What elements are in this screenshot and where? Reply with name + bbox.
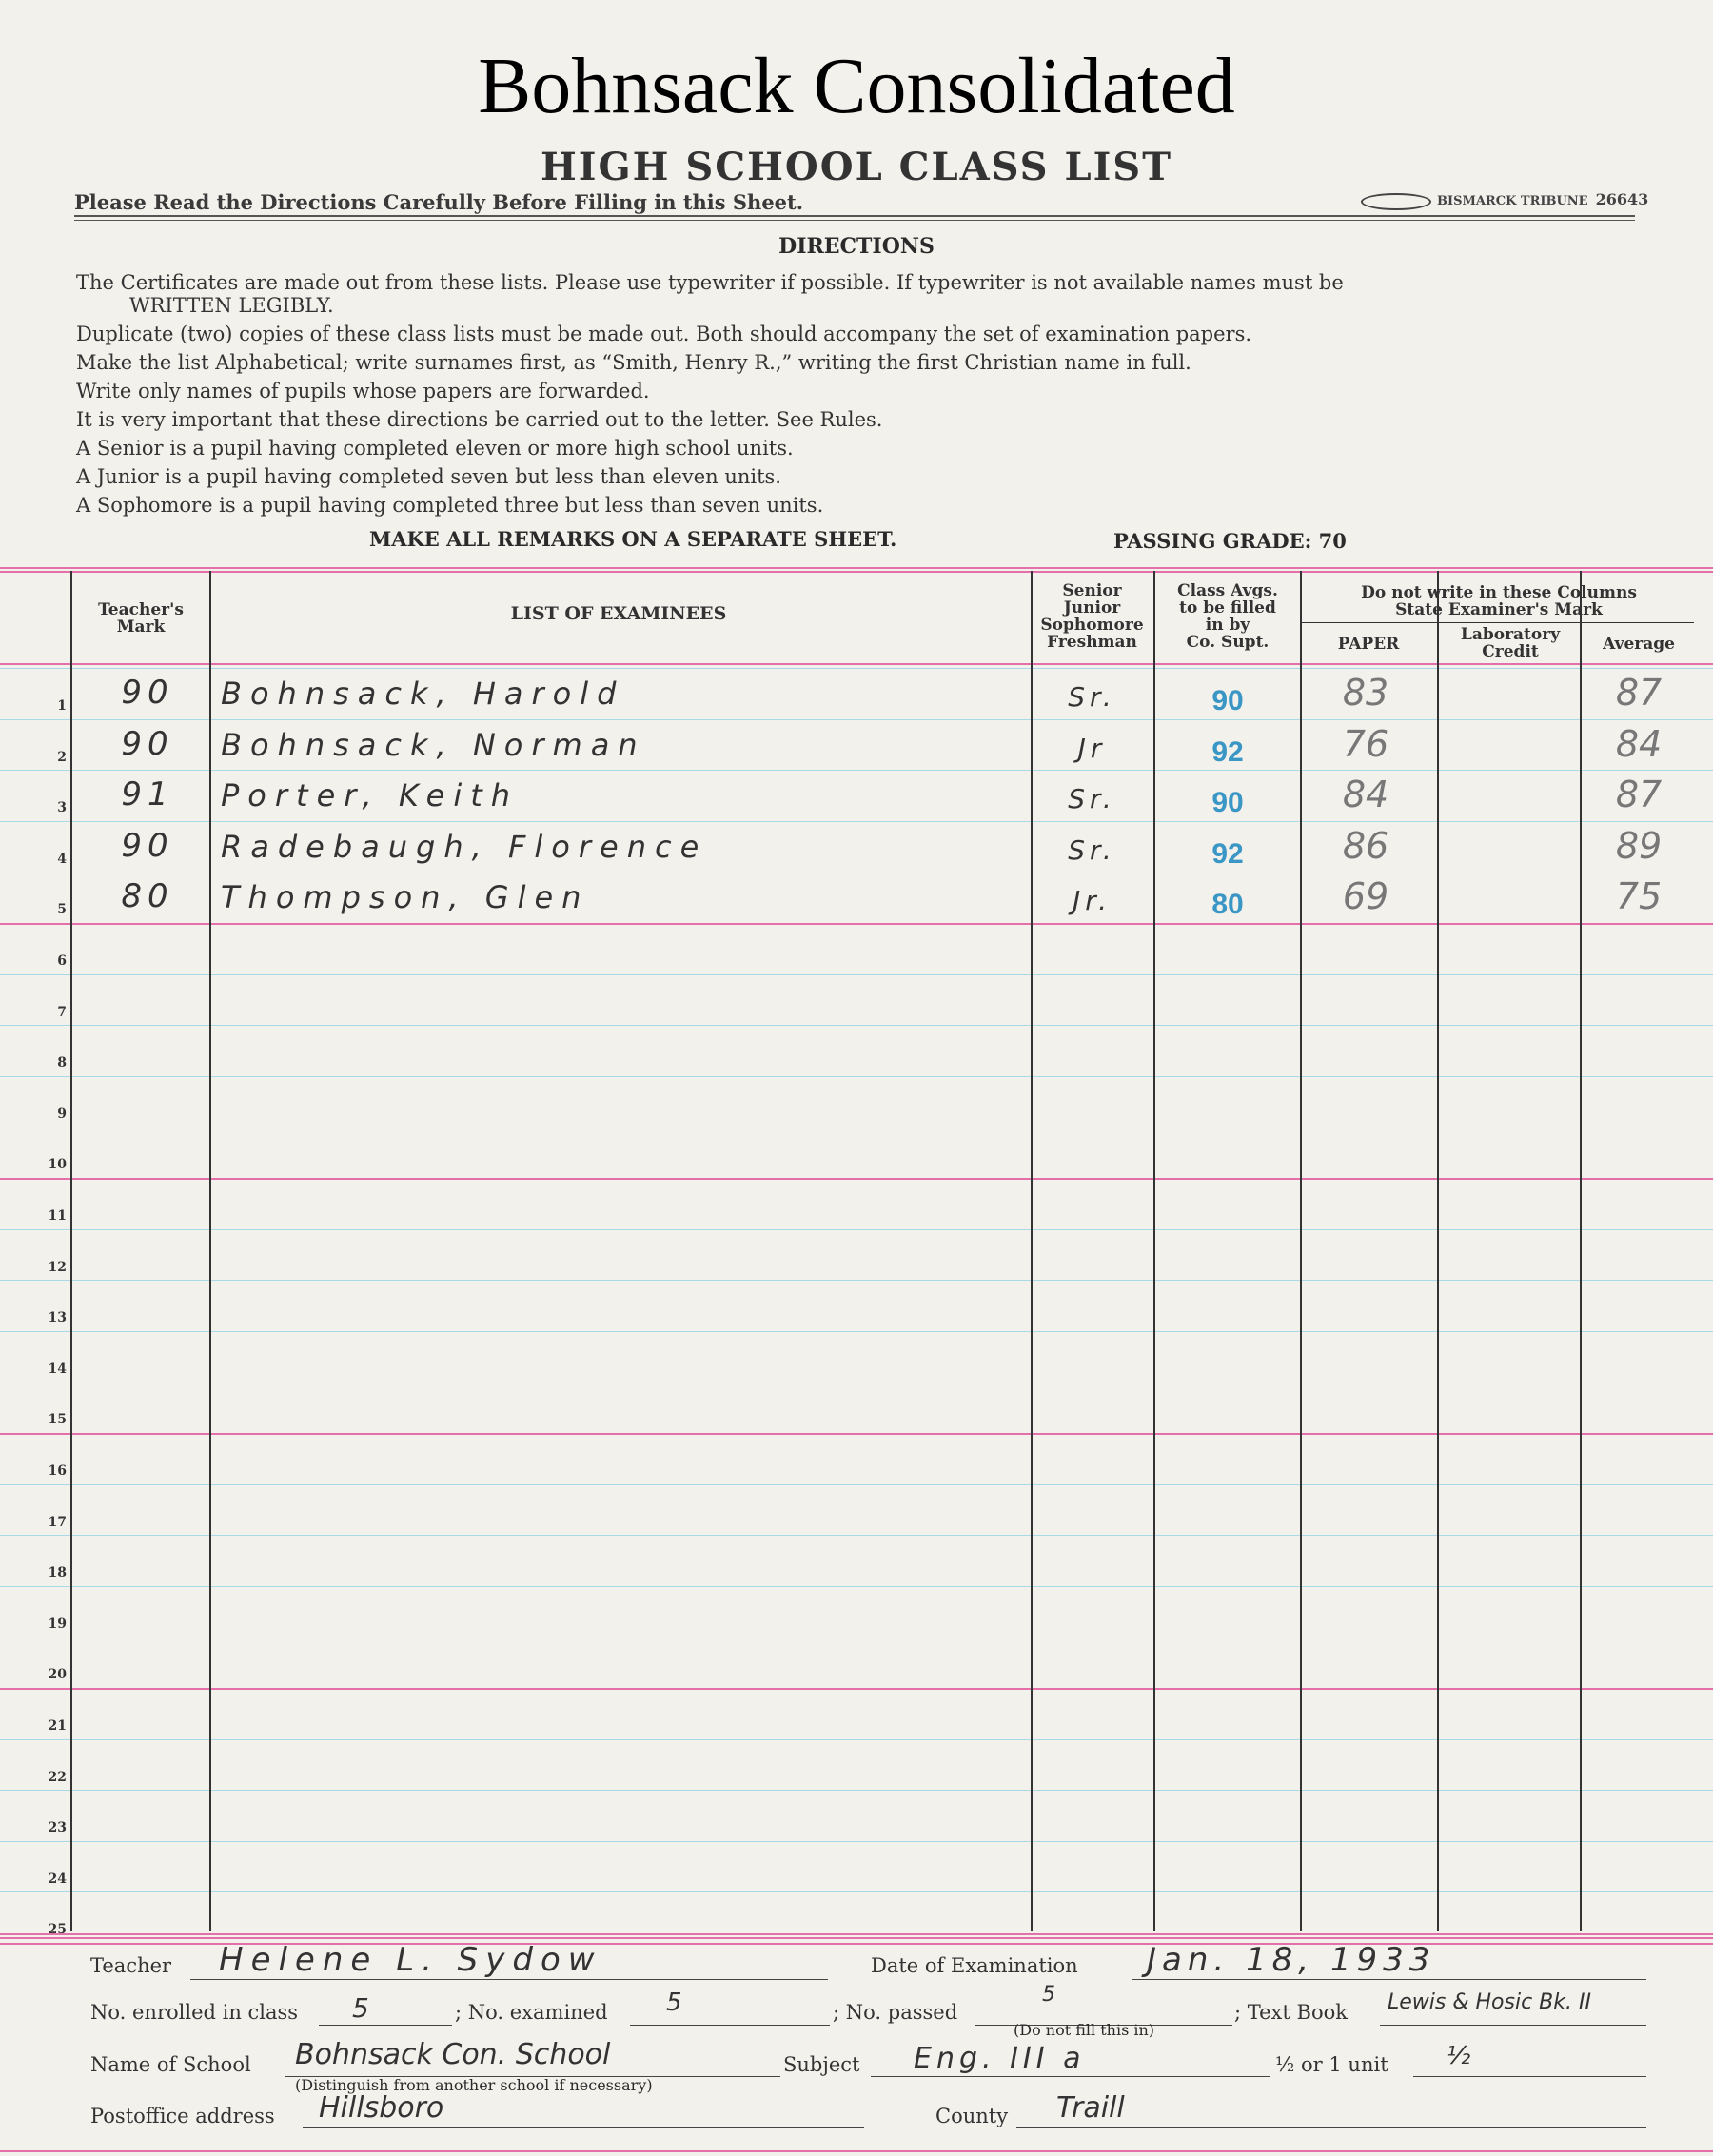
blue-rule [0, 974, 1713, 975]
header-class-avgs [1156, 582, 1299, 651]
header-rule [74, 215, 1635, 217]
column-rule [1153, 571, 1155, 1931]
teacher-mark-cell: 90 [121, 827, 174, 865]
row-number: 12 [48, 1260, 67, 1275]
examinee-name-cell: Bohnsack, Norman [221, 727, 646, 763]
pink-rule [0, 2150, 1713, 2152]
teacher-mark-cell: 80 [121, 877, 174, 915]
school-value: Bohnsack Con. School [295, 2038, 611, 2071]
column-rule [209, 571, 211, 1931]
date-label: Date of Examination [871, 1954, 1078, 1977]
subject-line [871, 2076, 1270, 2077]
row-number: 13 [48, 1310, 67, 1325]
passing-grade: PASSING GRADE: 70 [1113, 529, 1347, 553]
class-avg-cell: 80 [1211, 889, 1244, 920]
row-number: 5 [57, 902, 67, 917]
row-number: 8 [57, 1055, 67, 1070]
header-lab-line: Laboratory [1460, 625, 1561, 644]
printer-name: BISMARCK TRIBUNE [1437, 194, 1588, 208]
enrolled-value: 5 [352, 1992, 369, 2024]
examined-label: ; No. examined [455, 2001, 608, 2024]
header-lab-line: Credit [1482, 642, 1539, 661]
row-number: 14 [48, 1362, 67, 1377]
pink-rule [0, 923, 1713, 925]
teacher-mark-cell: 90 [121, 674, 174, 712]
blue-rule [0, 1586, 1713, 1587]
paper-mark-cell: 76 [1342, 723, 1389, 765]
class-level-cell: Jr. [1072, 885, 1112, 916]
header-state-line: Do not write in these Columns [1361, 583, 1637, 602]
school-name-banner: Bohnsack Consolidated [478, 42, 1235, 130]
class-avg-cell: 92 [1211, 736, 1244, 768]
column-rule [1437, 571, 1439, 1931]
header-average: Average [1603, 635, 1675, 654]
pink-rule [0, 1688, 1713, 1690]
remarks-note: MAKE ALL REMARKS ON A SEPARATE SHEET. [369, 527, 897, 551]
enrolled-line [319, 2025, 452, 2026]
average-mark-cell: 87 [1615, 774, 1663, 815]
direction-line: It is very important that these directions be carried out to the letter. See Rules. [76, 408, 883, 431]
row-number: 2 [57, 750, 67, 765]
printer-logo-icon [1361, 193, 1431, 210]
row-number: 3 [57, 800, 67, 815]
header-teacher-mark: Teacher's Mark [98, 600, 184, 637]
blue-rule [0, 770, 1713, 771]
unit-line [1413, 2076, 1646, 2077]
direction-line: WRITTEN LEGIBLY. [129, 294, 334, 317]
textbook-value: Lewis & Hosic Bk. II [1388, 1990, 1591, 2014]
textbook-label: ; Text Book [1234, 2001, 1348, 2024]
header-rule-thin [74, 220, 1635, 221]
blue-rule [0, 1790, 1713, 1791]
direction-line: A Senior is a pupil having completed eleven or more high school units. [76, 437, 794, 460]
pink-rule [0, 567, 1713, 569]
printer-mark [1361, 190, 1648, 210]
blue-rule [0, 1076, 1713, 1077]
directions-heading: DIRECTIONS [778, 234, 935, 259]
average-mark-cell: 87 [1615, 672, 1663, 714]
blue-rule [0, 821, 1713, 822]
blue-rule [0, 719, 1713, 720]
row-number: 16 [48, 1463, 67, 1479]
examined-line [630, 2025, 830, 2026]
textbook-line [1380, 2025, 1646, 2026]
pink-rule [0, 1178, 1713, 1180]
postoffice-line [303, 2127, 864, 2128]
pink-rule [0, 1433, 1713, 1435]
header-state-examiner [1304, 584, 1694, 618]
county-label: County [935, 2105, 1009, 2127]
teacher-line [190, 1979, 828, 1980]
class-level-cell: Sr. [1068, 834, 1116, 866]
teacher-mark-cell: 91 [121, 775, 174, 813]
header-paper: PAPER [1337, 635, 1400, 654]
pink-rule [0, 571, 1713, 573]
passed-value: 5 [1042, 1983, 1055, 2007]
class-level-cell: Sr. [1068, 681, 1116, 713]
header-lab-credit [1439, 626, 1582, 660]
subject-label: Subject [783, 2053, 860, 2076]
direction-line: Write only names of pupils whose papers are forwarded. [76, 380, 650, 402]
average-mark-cell: 89 [1615, 825, 1663, 867]
unit-value: ½ [1447, 2042, 1471, 2070]
form-title: HIGH SCHOOL CLASS LIST [541, 145, 1172, 189]
state-examiner-divider [1300, 622, 1694, 623]
school-note: (Distinguish from another school if necessary) [295, 2076, 653, 2094]
blue-rule [0, 1280, 1713, 1281]
class-avg-cell: 90 [1211, 787, 1244, 818]
enrolled-label: No. enrolled in class [90, 2001, 299, 2024]
header-avgs-line: in by [1205, 616, 1250, 635]
passed-note: (Do not fill this in) [1014, 2021, 1155, 2039]
row-number: 22 [48, 1770, 67, 1785]
teacher-mark-cell: 90 [121, 725, 174, 763]
directions-list [76, 268, 1646, 519]
paper-mark-cell: 86 [1342, 825, 1389, 867]
blue-rule [0, 1229, 1713, 1230]
average-mark-cell: 84 [1615, 723, 1663, 765]
class-level-cell: Sr. [1068, 783, 1116, 814]
header-avgs-line: to be filled [1179, 598, 1276, 617]
blue-rule [0, 1891, 1713, 1892]
header-level-line: Sophomore [1040, 616, 1144, 635]
header-level-line: Junior [1063, 598, 1121, 617]
class-level-cell: Jr [1077, 733, 1107, 764]
postoffice-label: Postoffice address [90, 2105, 275, 2127]
row-number: 24 [48, 1872, 67, 1887]
class-avg-cell: 92 [1211, 838, 1244, 870]
passed-label: ; No. passed [833, 2001, 958, 2024]
teacher-label: Teacher [90, 1954, 172, 1977]
paper-mark-cell: 84 [1342, 774, 1389, 815]
row-number: 9 [57, 1107, 67, 1122]
row-number: 6 [57, 953, 67, 969]
column-rule [1580, 571, 1582, 1931]
row-number: 17 [48, 1515, 67, 1530]
examined-value: 5 [666, 1989, 682, 2017]
read-directions-note: Please Read the Directions Carefully Before Filling in this Sheet. [74, 190, 804, 214]
header-level-line: Senior [1062, 581, 1122, 600]
header-examinees: LIST OF EXAMINEES [510, 603, 727, 624]
pink-rule [0, 1933, 1713, 1935]
blue-rule [0, 1739, 1713, 1740]
direction-line: A Junior is a pupil having completed seven but less than eleven units. [76, 465, 781, 488]
examinee-name-cell: Porter, Keith [221, 777, 520, 813]
pink-rule [0, 1937, 1713, 1939]
row-number: 10 [48, 1157, 67, 1172]
header-level-line: Freshman [1047, 633, 1137, 652]
subject-value: Eng. III a [914, 2042, 1086, 2075]
class-avg-cell: 90 [1211, 685, 1244, 716]
row-number: 11 [48, 1208, 67, 1224]
form-number: 26643 [1595, 190, 1649, 208]
row-number: 25 [48, 1922, 67, 1937]
unit-label: ½ or 1 unit [1275, 2053, 1388, 2076]
blue-rule [0, 668, 1713, 669]
date-line [1132, 1979, 1646, 1980]
blue-rule [0, 1331, 1713, 1332]
average-mark-cell: 75 [1615, 875, 1663, 917]
row-number: 23 [48, 1820, 67, 1835]
school-label: Name of School [90, 2053, 251, 2076]
paper-mark-cell: 83 [1342, 672, 1389, 714]
row-number: 20 [48, 1667, 67, 1682]
row-number: 4 [57, 852, 67, 867]
blue-rule [0, 1484, 1713, 1485]
header-class-level [1033, 582, 1152, 651]
column-rule [1300, 571, 1302, 1931]
header-state-line: State Examiner's Mark [1395, 600, 1603, 619]
row-number: 1 [57, 698, 67, 714]
row-number: 18 [48, 1565, 67, 1580]
blue-rule [0, 1025, 1713, 1026]
row-number: 21 [48, 1718, 67, 1734]
county-line [1016, 2127, 1646, 2128]
column-rule [1031, 571, 1033, 1931]
teacher-value: Helene L. Sydow [219, 1941, 602, 1979]
header-avgs-line: Class Avgs. [1177, 581, 1278, 600]
row-number: 7 [57, 1005, 67, 1020]
direction-line: A Sophomore is a pupil having completed three but less than seven units. [76, 494, 824, 517]
blue-rule [0, 1841, 1713, 1842]
county-value: Traill [1056, 2091, 1125, 2125]
postoffice-value: Hillsboro [319, 2091, 444, 2125]
examinee-name-cell: Thompson, Glen [221, 879, 590, 915]
date-value: Jan. 18, 1933 [1147, 1941, 1436, 1979]
row-number: 15 [48, 1412, 67, 1427]
paper-mark-cell: 69 [1342, 875, 1389, 917]
examinee-name-cell: Bohnsack, Harold [221, 676, 625, 712]
row-number: 19 [48, 1617, 67, 1632]
blue-rule [0, 1535, 1713, 1536]
column-rule [70, 571, 72, 1931]
pink-rule [0, 663, 1713, 665]
direction-line: The Certificates are made out from these lists. Please use typewriter if possible. If typewriter is not available names must be [76, 271, 1344, 294]
examinee-name-cell: Radebaugh, Florence [221, 829, 708, 865]
direction-line: Make the list Alphabetical; write surnames first, as “Smith, Henry R.,” writing the first Christian name in full. [76, 351, 1191, 374]
direction-line: Duplicate (two) copies of these class lists must be made out. Both should accompany the set of examination papers. [76, 323, 1252, 345]
header-avgs-line: Co. Supt. [1186, 633, 1270, 652]
